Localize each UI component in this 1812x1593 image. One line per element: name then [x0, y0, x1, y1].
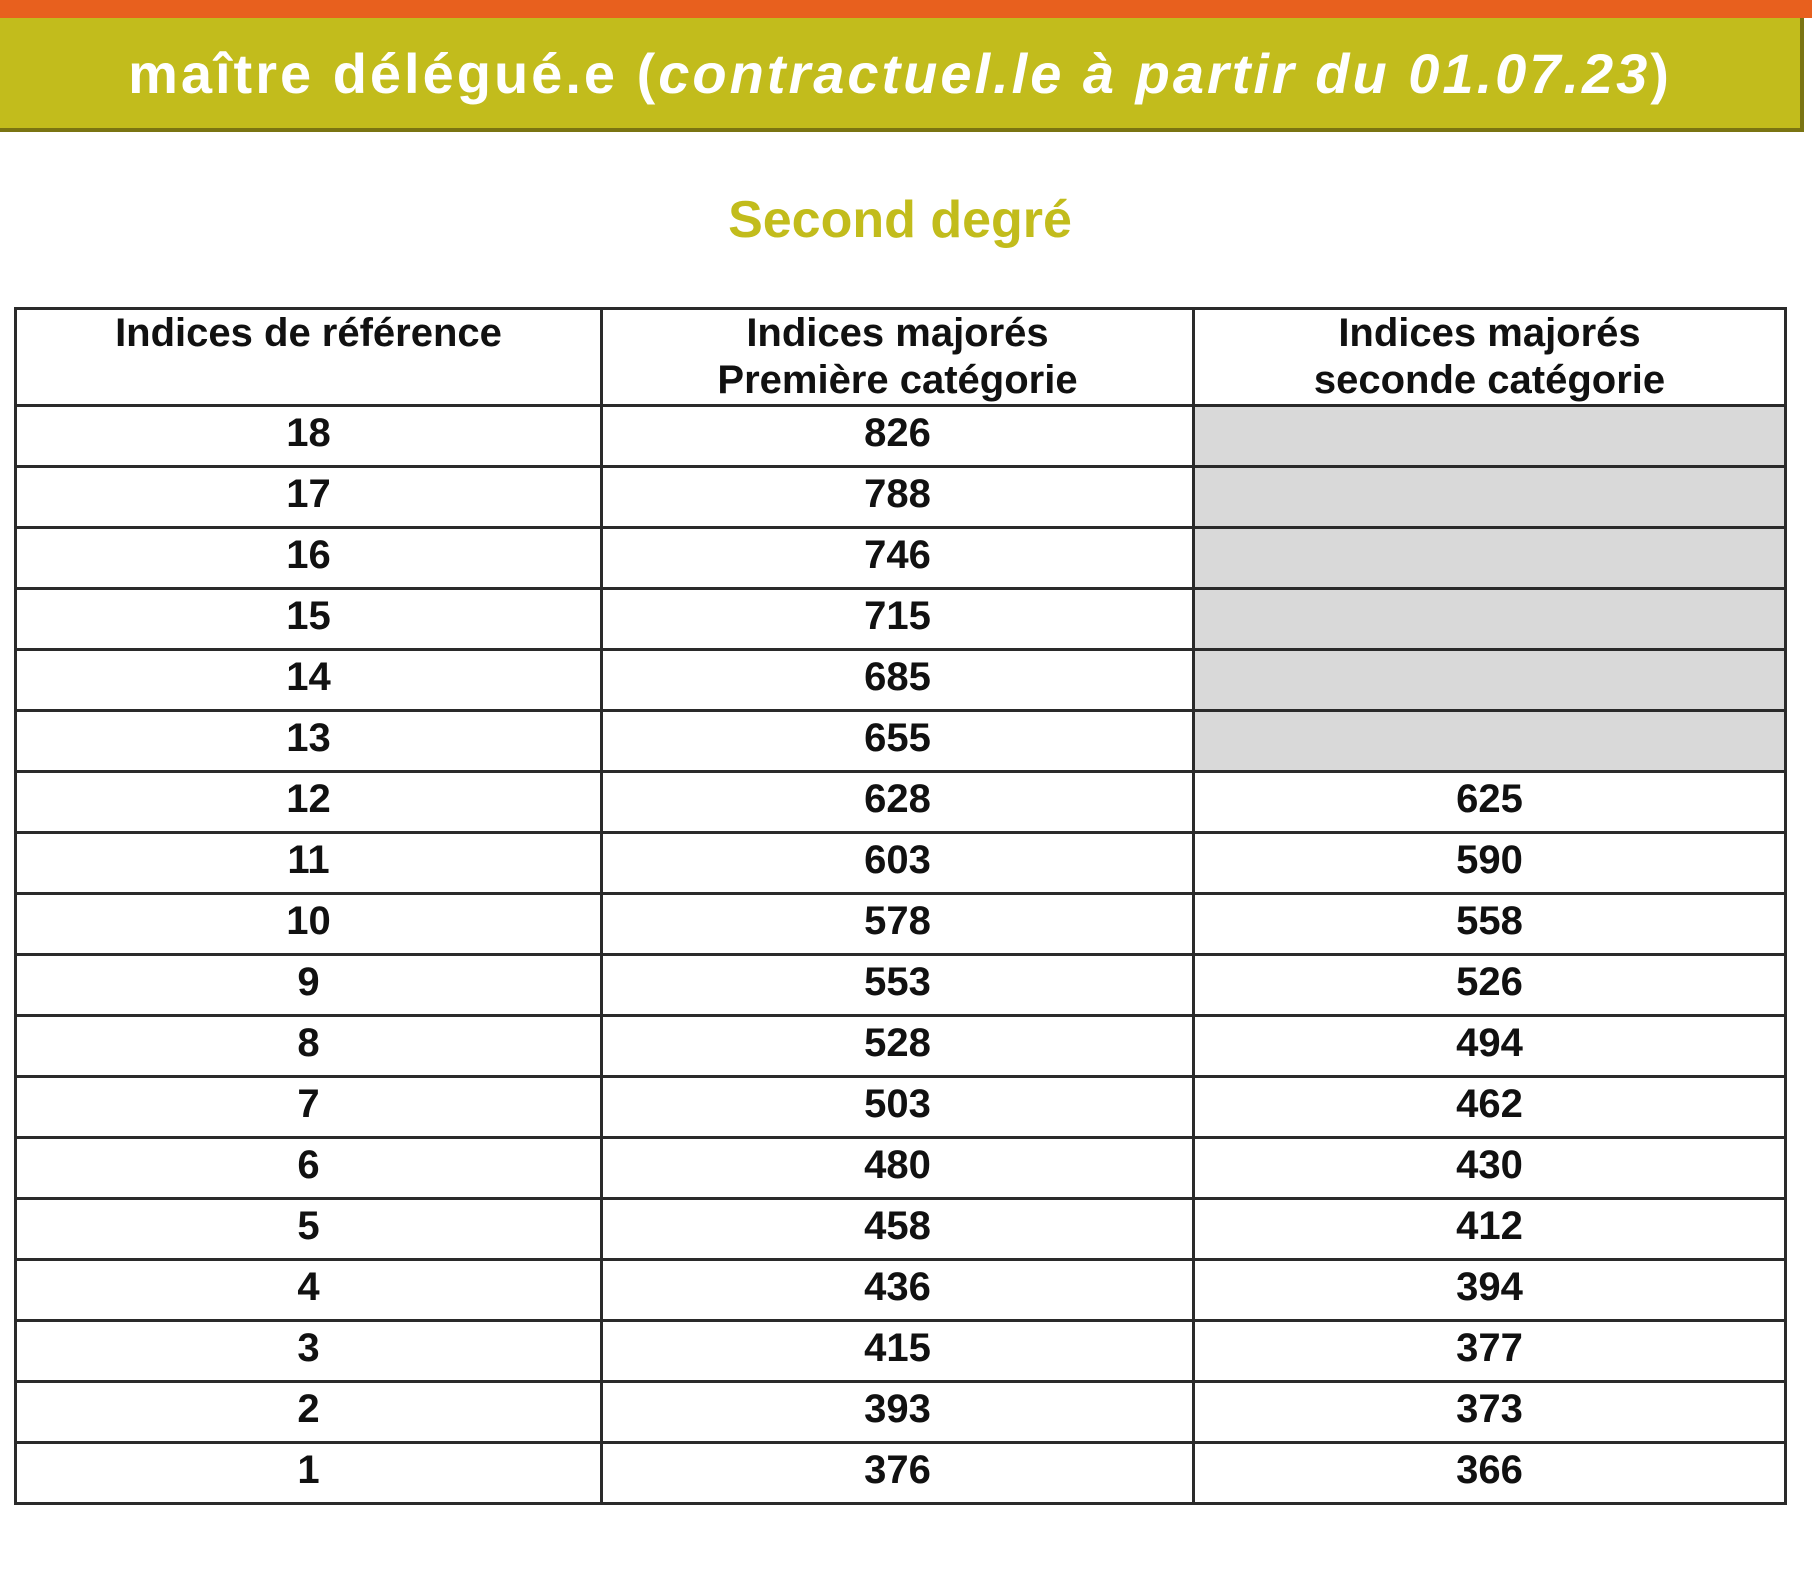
- cell-second-category-index: [1194, 406, 1786, 467]
- cell-reference-index: 3: [16, 1321, 602, 1382]
- cell-reference-index: 13: [16, 711, 602, 772]
- cell-reference-index: 2: [16, 1382, 602, 1443]
- cell-first-category-index: 655: [602, 711, 1194, 772]
- cell-first-category-index: 503: [602, 1077, 1194, 1138]
- table-row: [16, 833, 1786, 894]
- cell-first-category-index: 628: [602, 772, 1194, 833]
- cell-first-category-index: 603: [602, 833, 1194, 894]
- table-row: [16, 1016, 1786, 1077]
- cell-reference-index: 10: [16, 894, 602, 955]
- cell-second-category-index: 494: [1194, 1016, 1786, 1077]
- cell-second-category-index: [1194, 589, 1786, 650]
- cell-first-category-index: 826: [602, 406, 1194, 467]
- table-row: [16, 1138, 1786, 1199]
- title-prefix: maître délégué.e (: [128, 41, 659, 105]
- table-row: [16, 1382, 1786, 1443]
- cell-second-category-index: [1194, 650, 1786, 711]
- column-header-reference: [16, 309, 602, 406]
- cell-first-category-index: 458: [602, 1199, 1194, 1260]
- cell-first-category-index: 415: [602, 1321, 1194, 1382]
- cell-second-category-index: 366: [1194, 1443, 1786, 1504]
- cell-second-category-index: [1194, 467, 1786, 528]
- cell-second-category-index: 412: [1194, 1199, 1786, 1260]
- cell-second-category-index: [1194, 528, 1786, 589]
- column-header-first-category: [602, 309, 1194, 406]
- cell-reference-index: 8: [16, 1016, 602, 1077]
- cell-reference-index: 15: [16, 589, 602, 650]
- cell-second-category-index: 394: [1194, 1260, 1786, 1321]
- cell-second-category-index: 373: [1194, 1382, 1786, 1443]
- cell-reference-index: 11: [16, 833, 602, 894]
- table-row: [16, 711, 1786, 772]
- cell-reference-index: 7: [16, 1077, 602, 1138]
- table-row: [16, 406, 1786, 467]
- table-row: [16, 528, 1786, 589]
- table-header-row: [16, 309, 1786, 406]
- cell-reference-index: 14: [16, 650, 602, 711]
- cell-second-category-index: 526: [1194, 955, 1786, 1016]
- indices-table: [14, 307, 1787, 1505]
- table-row: [16, 650, 1786, 711]
- cell-second-category-index: [1194, 711, 1786, 772]
- cell-reference-index: 4: [16, 1260, 602, 1321]
- cell-first-category-index: 685: [602, 650, 1194, 711]
- cell-reference-index: 18: [16, 406, 602, 467]
- cell-first-category-index: 376: [602, 1443, 1194, 1504]
- cell-second-category-index: 430: [1194, 1138, 1786, 1199]
- table-row: [16, 1260, 1786, 1321]
- cell-first-category-index: 715: [602, 589, 1194, 650]
- cell-second-category-index: 377: [1194, 1321, 1786, 1382]
- column-header-line2: seconde catégorie: [1313, 358, 1666, 402]
- cell-reference-index: 1: [16, 1443, 602, 1504]
- cell-reference-index: 12: [16, 772, 602, 833]
- cell-second-category-index: 462: [1194, 1077, 1786, 1138]
- cell-second-category-index: 558: [1194, 894, 1786, 955]
- column-header-line2: Première catégorie: [717, 358, 1078, 402]
- cell-first-category-index: 788: [602, 467, 1194, 528]
- cell-first-category-index: 480: [602, 1138, 1194, 1199]
- table-row: [16, 955, 1786, 1016]
- table-row: [16, 1199, 1786, 1260]
- column-header-line1: Indices majorés: [746, 311, 1049, 355]
- cell-first-category-index: 393: [602, 1382, 1194, 1443]
- cell-second-category-index: 590: [1194, 833, 1786, 894]
- section-subtitle: Second degré: [728, 191, 1072, 249]
- title-banner: [0, 18, 1804, 132]
- table-row: [16, 894, 1786, 955]
- cell-first-category-index: 436: [602, 1260, 1194, 1321]
- table-row: [16, 467, 1786, 528]
- table-row: [16, 772, 1786, 833]
- cell-reference-index: 9: [16, 955, 602, 1016]
- column-header-line1: Indices majorés: [1338, 311, 1641, 355]
- column-header-second-category: [1194, 309, 1786, 406]
- cell-reference-index: 5: [16, 1199, 602, 1260]
- top-accent-stripe: [0, 0, 1812, 18]
- cell-first-category-index: 746: [602, 528, 1194, 589]
- cell-first-category-index: 553: [602, 955, 1194, 1016]
- column-header-line1: Indices de référence: [115, 311, 502, 355]
- cell-reference-index: 16: [16, 528, 602, 589]
- table-row: [16, 1077, 1786, 1138]
- cell-first-category-index: 528: [602, 1016, 1194, 1077]
- table-body: [16, 406, 1786, 1504]
- cell-reference-index: 6: [16, 1138, 602, 1199]
- title-italic: contractuel.le à partir du 01.07.23: [658, 41, 1651, 105]
- table-row: [16, 1443, 1786, 1504]
- cell-reference-index: 17: [16, 467, 602, 528]
- cell-second-category-index: 625: [1194, 772, 1786, 833]
- title-suffix: ): [1650, 41, 1672, 105]
- table-row: [16, 589, 1786, 650]
- cell-first-category-index: 578: [602, 894, 1194, 955]
- table-row: [16, 1321, 1786, 1382]
